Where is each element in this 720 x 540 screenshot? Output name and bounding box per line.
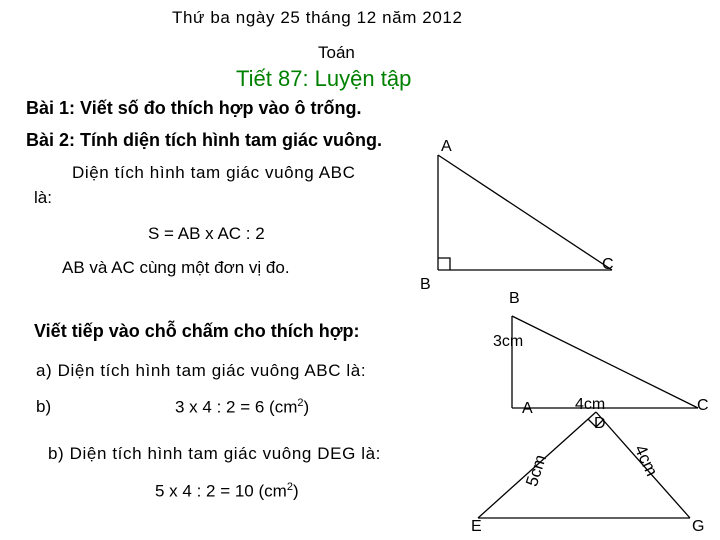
right-angle-mark-1 (438, 258, 450, 270)
fig2-label-c: C (697, 397, 709, 414)
task-b-question: b) Diện tích hình tam giác vuông DEG là: (48, 444, 381, 463)
edge-bc-2 (512, 316, 698, 408)
task-b-label: b) (36, 397, 52, 416)
area-formula: S = AB x AC : 2 (148, 224, 265, 243)
triangle-bac-2 (512, 316, 698, 408)
rule-line-1: Diện tích hình tam giác vuông ABC (72, 163, 356, 182)
task-a-calc: 3 x 4 : 2 = 6 (cm (175, 397, 298, 417)
task-b-close: ) (292, 481, 299, 501)
fig1-label-a: A (441, 138, 452, 155)
date-line: Thứ ba ngày 25 tháng 12 năm 2012 (172, 8, 463, 27)
exercise-2: Bài 2: Tính diện tích hình tam giác vuông. (26, 130, 383, 150)
fig2-label-b: B (509, 290, 520, 307)
task-a-question: a) Diện tích hình tam giác vuông ABC là: (36, 361, 367, 380)
fig1-label-b: B (420, 276, 431, 293)
unit-note: AB và AC cùng một đơn vị đo. (62, 258, 290, 277)
fig3-length-de: 5cm (522, 452, 551, 489)
fig2-label-a: A (522, 400, 533, 417)
fig3-length-dg: 4cm (630, 441, 662, 480)
fig2-length-ab: 3cm (493, 333, 524, 350)
task-a-exp: 2 (297, 397, 304, 409)
fig1-label-c: C (602, 256, 614, 273)
lesson-title: Tiết 87: Luyện tập (236, 66, 412, 91)
task-b-exp: 2 (286, 481, 293, 493)
rule-line-2: là: (34, 188, 52, 207)
subject-label: Toán (318, 43, 355, 62)
task-b-calc: 5 x 4 : 2 = 10 (cm (155, 481, 287, 501)
edge-ac-1 (438, 155, 612, 270)
task-a-close: ) (303, 397, 310, 417)
fig2-length-ac: 4cm (575, 396, 606, 413)
fig3-label-d: D (594, 415, 606, 432)
task-instruction: Viết tiếp vào chỗ chấm cho thích hợp: (34, 321, 360, 341)
triangle-abc-1 (438, 155, 612, 270)
fig3-label-g: G (692, 518, 705, 535)
fig3-label-e: E (471, 518, 482, 535)
exercise-1: Bài 1: Viết số đo thích hợp vào ô trống. (26, 98, 362, 118)
